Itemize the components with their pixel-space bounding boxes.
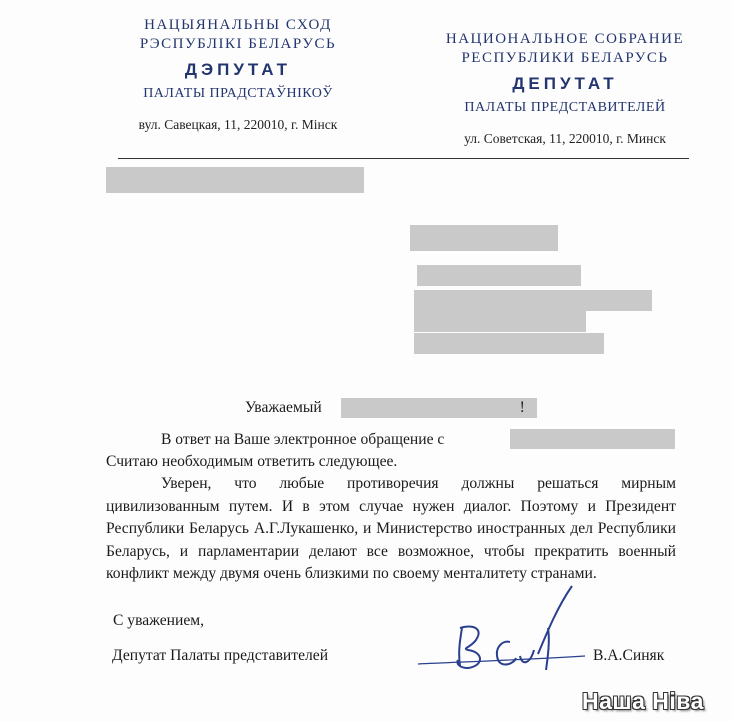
- letterhead-line2: РЭСПУБЛІКІ БЕЛАРУСЬ: [139, 36, 337, 52]
- letterhead-address: вул. Савецкая, 11, 220010, г. Мінск: [138, 117, 338, 132]
- paragraph-1-line2-text: Считаю необходимым ответить следующее.: [106, 453, 398, 470]
- redacted-recipient-line: [410, 225, 558, 251]
- letterhead-chamber: ПАЛАТЫ ПРЕДСТАВИТЕЛЕЙ: [464, 100, 666, 115]
- letterhead-chamber: ПАЛАТЫ ПРАДСТАЎНІКОЎ: [143, 86, 333, 101]
- watermark-logo: Наша Ніва: [582, 688, 704, 714]
- header-divider: [118, 158, 689, 159]
- paragraph-2: Уверен, что любые противоречия должны решаться мирным цивилизованным путем. И в этом случае нужен диалог. Поэтому и Президент Республики Беларусь А.Г.Лукашенко, и Министерство иностранных дел Республики Беларусь, и парламентарии делают все возможное, чтобы прекратить военный конфликт между двумя очень близкими по своему менталитету странами.: [106, 475, 676, 582]
- redacted-recipient-line: [417, 265, 581, 286]
- signer-position: Депутат Палаты представителей: [112, 647, 329, 664]
- salutation-end: !: [519, 399, 525, 416]
- letterhead-belarusian: [118, 16, 358, 134]
- handwritten-signature: [410, 580, 610, 680]
- letterhead-title: ДЭПУТАТ: [184, 60, 292, 79]
- paragraph-1: [106, 429, 676, 452]
- redacted-recipient-line: [414, 290, 652, 311]
- signer-name: В.А.Синяк: [593, 647, 665, 664]
- letterhead-line2: РЕСПУБЛИКИ БЕЛАРУСЬ: [461, 50, 669, 66]
- paragraph-1-line2: [106, 451, 676, 474]
- closing: С уважением,: [113, 612, 205, 629]
- paragraph-1-line1: В ответ на Ваше электронное обращение с: [161, 431, 445, 448]
- redacted-recipient-line: [414, 311, 586, 332]
- redacted-recipient-line: [414, 333, 604, 354]
- redacted-reference: [106, 167, 364, 193]
- letterhead-russian: [440, 30, 690, 148]
- letterhead-title: ДЕПУТАТ: [512, 74, 618, 93]
- letterhead-address: ул. Советская, 11, 220010, г. Минск: [464, 131, 666, 146]
- salutation-text: Уважаемый: [245, 399, 322, 416]
- salutation: [245, 397, 525, 420]
- letterhead-line1: НАЦИОНАЛЬНОЕ СОБРАНИЕ: [445, 31, 685, 47]
- letterhead-line1: НАЦЫЯНАЛЬНЫ СХОД: [144, 17, 332, 33]
